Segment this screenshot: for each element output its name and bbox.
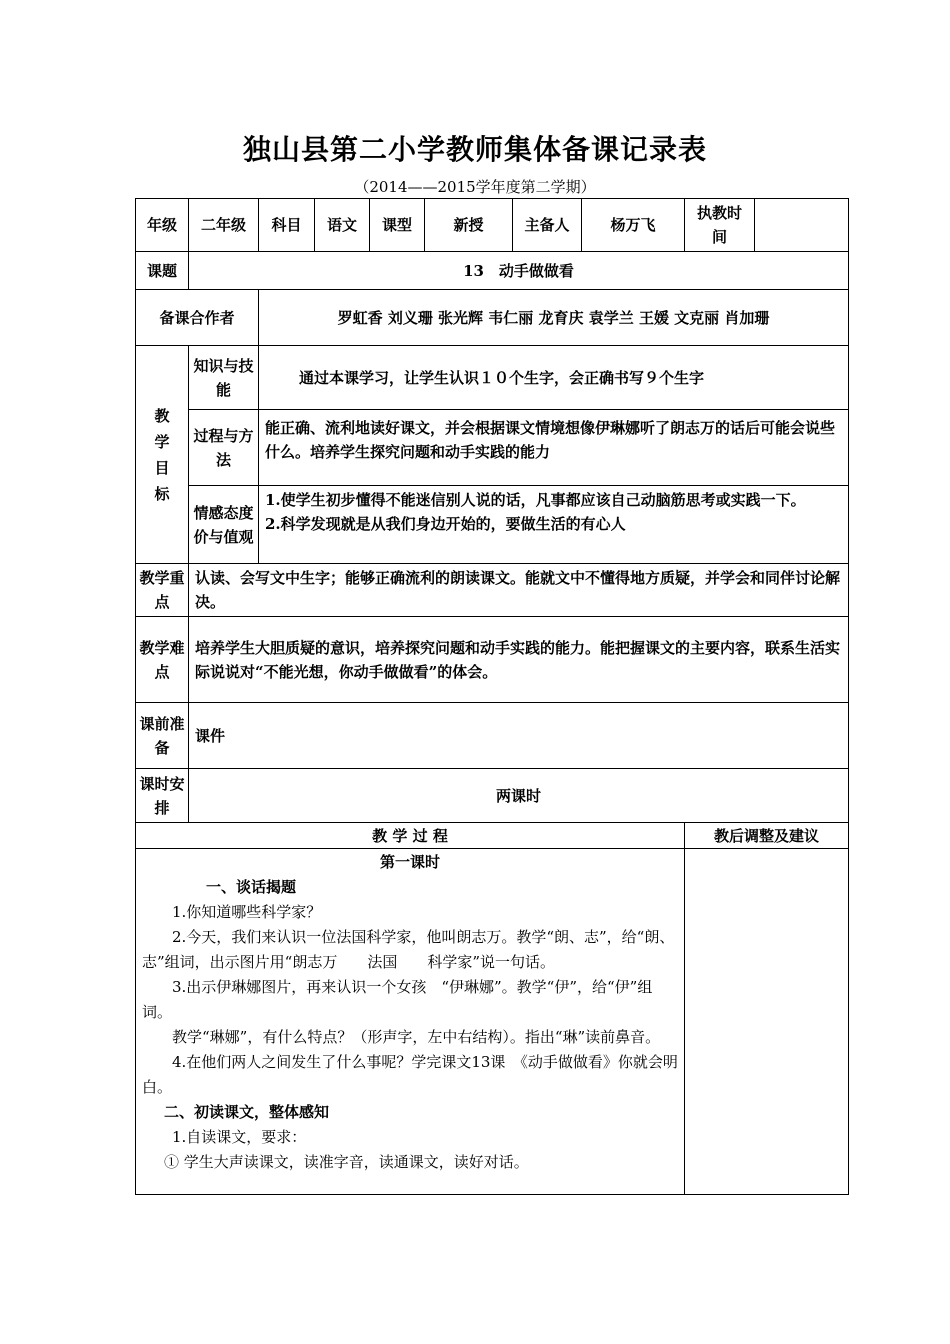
goals-label: 教学目标 [136,346,189,564]
goal-row-process [136,410,849,486]
preparation-text: 课件 [189,703,849,769]
header-row [136,199,849,252]
process-header: 教 学 过 程 [136,823,685,849]
process-paragraph-2: 2.今天，我们来认识一位法国科学家，他叫朗志万。教学“朗、志”，给“朗、志”组词，出示图片用“朗志万 法国 科学家”说一句话。 [142,928,675,971]
topic-row [136,252,849,290]
goal-row-knowledge [136,346,849,410]
process-paragraph-6: 1.自读课文，要求： [172,1128,307,1146]
goal-label-process: 过程与方法 [189,410,259,486]
collaborators-label: 备课合作者 [136,290,259,346]
process-body [136,849,685,1195]
schedule-row [136,769,849,823]
goal-values-line-2: 2.科学发现就是从我们身边开始的，要做生活的有心人 [265,515,626,533]
preparation-label: 课前准备 [136,703,189,769]
notes-header: 教后调整及建议 [685,823,849,849]
key-points-label: 教学重点 [136,564,189,617]
process-paragraph-1: 1.你知道哪些科学家？ [172,903,322,921]
difficulties-label: 教学难点 [136,617,189,703]
grade-value: 二年级 [189,199,259,252]
schedule-text: 两课时 [189,769,849,823]
type-label: 课型 [370,199,425,252]
process-paragraph-3: 3.出示伊琳娜图片，再来认识一个女孩 “伊琳娜”。教学“伊”，给“伊”组词。 [142,978,653,1021]
process-header-row [136,823,849,849]
collaborators-row [136,290,849,346]
goal-text-knowledge: 通过本课学习，让学生认识１０个生字，会正确书写９个生字 [259,346,849,410]
schedule-label: 课时安排 [136,769,189,823]
lead-value: 杨万飞 [582,199,685,252]
subject-value: 语文 [315,199,370,252]
lesson-title: 第一课时 [379,853,440,871]
page-subtitle: （2014——2015学年度第二学期） [354,178,596,196]
process-paragraph-7: ① 学生大声读课文，读准字音，读通课文，读好对话。 [164,1153,529,1171]
difficulties-text: 培养学生大胆质疑的意识，培养探究问题和动手实践的能力。能把握课文的主要内容，联系生活实际说说对“不能光想，你动手做做看”的体会。 [189,617,849,703]
goal-text-values [259,486,849,564]
key-points-text: 认读、会写文中生字；能够正确流利的朗读课文。能就文中不懂得地方质疑，并学会和同伴讨论解决。 [189,564,849,617]
grade-label: 年级 [136,199,189,252]
time-label: 执教时间 [685,199,755,252]
section-heading-1: 一、谈话揭题 [206,878,297,896]
topic-value: 13 动手做做看 [189,252,849,290]
type-value: 新授 [425,199,513,252]
goal-text-process: 能正确、流利地读好课文，并会根据课文情境想像伊琳娜听了朗志万的话后可能会说些什么。培养学生探究问题和动手实践的能力 [259,410,849,486]
lesson-plan-sheet [135,198,848,1195]
goal-row-values [136,486,849,564]
time-value [755,199,849,252]
section-heading-2: 二、初读课文，整体感知 [164,1103,330,1121]
goal-label-knowledge: 知识与技能 [189,346,259,410]
difficulties-row [136,617,849,703]
subject-label: 科目 [259,199,315,252]
page-title: 独山县第二小学教师集体备课记录表 [242,133,707,166]
lesson-plan-table [135,198,849,1195]
lead-label: 主备人 [513,199,582,252]
topic-label: 课题 [136,252,189,290]
process-paragraph-4: 教学“琳娜”，有什么特点？（形声字，左中右结构）。指出“琳”读前鼻音。 [172,1028,661,1046]
preparation-row [136,703,849,769]
process-body-row [136,849,849,1195]
process-paragraph-5: 4.在他们两人之间发生了什么事呢？学完课文13课 《动手做做看》你就会明白。 [142,1053,678,1096]
key-points-row [136,564,849,617]
collaborators-value: 罗虹香 刘义珊 张光辉 韦仁丽 龙育庆 袁学兰 王媛 文克丽 肖加珊 [259,290,849,346]
goal-values-line-1: 1.使学生初步懂得不能迷信别人说的话，凡事都应该自己动脑筋思考或实践一下。 [265,491,806,509]
goal-label-values: 情感态度价与值观 [189,486,259,564]
notes-body [685,849,849,1195]
